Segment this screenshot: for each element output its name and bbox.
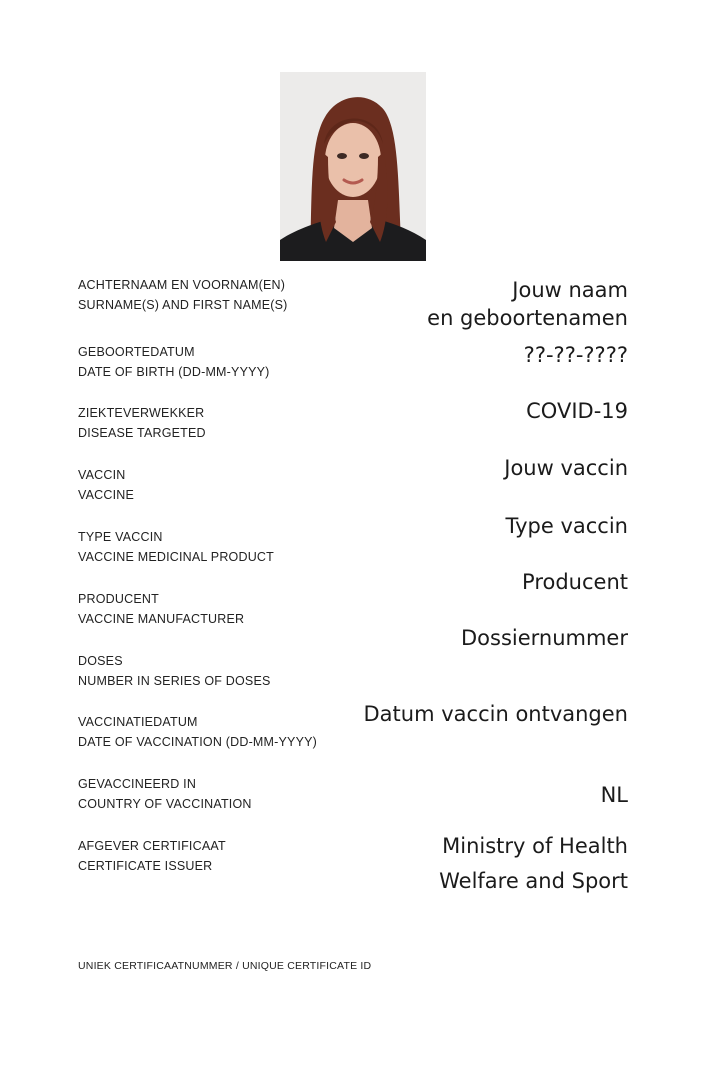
field-disease-value: COVID-19 bbox=[526, 399, 628, 423]
label-en: COUNTRY OF VACCINATION bbox=[78, 797, 252, 811]
field-issuer-label bbox=[78, 836, 226, 876]
label-en: NUMBER IN SERIES OF DOSES bbox=[78, 674, 271, 688]
label-en: DATE OF VACCINATION (DD-MM-YYYY) bbox=[78, 735, 318, 749]
field-doses-value: Dossiernummer bbox=[460, 626, 628, 650]
field-country-value: NL bbox=[600, 783, 628, 807]
field-vaccination-date-label bbox=[78, 712, 317, 752]
label-en: SURNAME(S) AND FIRST NAME(S) bbox=[78, 298, 288, 312]
field-product-label bbox=[78, 527, 274, 567]
label-nl: ACHTERNAAM EN VOORNAM(EN) bbox=[78, 278, 286, 292]
label-en: CERTIFICATE ISSUER bbox=[78, 859, 213, 873]
label-nl: TYPE VACCIN bbox=[78, 530, 163, 544]
label-nl: DOSES bbox=[78, 654, 123, 668]
holder-photo bbox=[280, 72, 426, 261]
label-en: VACCINE MEDICINAL PRODUCT bbox=[78, 550, 274, 564]
field-country-label bbox=[78, 774, 252, 814]
label-en: VACCINE bbox=[78, 488, 135, 502]
label-nl: ZIEKTEVERWEKKER bbox=[78, 406, 205, 420]
field-issuer-value bbox=[439, 829, 628, 899]
field-disease-label bbox=[78, 403, 206, 443]
label-en: VACCINE MANUFACTURER bbox=[78, 612, 245, 626]
label-nl: VACCIN bbox=[78, 468, 126, 482]
field-dob-value: ??-??-???? bbox=[523, 343, 628, 367]
label-en: DISEASE TARGETED bbox=[78, 426, 206, 440]
portrait-image bbox=[280, 72, 426, 261]
field-manufacturer-label bbox=[78, 589, 244, 629]
value-line-2: Welfare and Sport bbox=[439, 869, 628, 893]
field-product-value: Type vaccin bbox=[505, 514, 628, 538]
label-nl: GEVACCINEERD IN bbox=[78, 777, 197, 791]
label-nl: AFGEVER CERTIFICAAT bbox=[78, 839, 226, 853]
field-vaccine-label bbox=[78, 465, 134, 505]
field-manufacturer-value: Producent bbox=[522, 570, 628, 594]
certificate-id-label: UNIEK CERTIFICAATNUMMER / UNIQUE CERTIFICATE ID bbox=[78, 960, 372, 972]
field-name-value bbox=[427, 276, 628, 332]
label-en: DATE OF BIRTH (DD-MM-YYYY) bbox=[78, 365, 270, 379]
value-line-1: Jouw naam bbox=[512, 278, 628, 302]
value-line-1: Ministry of Health bbox=[442, 834, 628, 858]
label-nl: VACCINATIEDATUM bbox=[78, 715, 198, 729]
field-vaccination-date-value: Datum vaccin ontvangen bbox=[363, 702, 628, 726]
label-nl: GEBOORTEDATUM bbox=[78, 345, 195, 359]
field-dob-label bbox=[78, 342, 270, 382]
field-vaccine-value: Jouw vaccin bbox=[504, 456, 628, 480]
value-line-2: en geboortenamen bbox=[427, 306, 628, 330]
field-doses-label bbox=[78, 651, 271, 691]
label-nl: PRODUCENT bbox=[78, 592, 159, 606]
field-name-label bbox=[78, 275, 288, 315]
